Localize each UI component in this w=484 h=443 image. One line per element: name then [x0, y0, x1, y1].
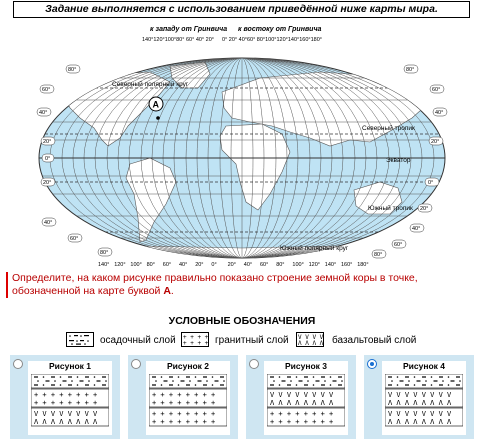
- basalt-pattern-row: Λ Λ Λ Λ Λ Λ Λ Λ: [34, 418, 98, 426]
- bottom-lon-label: 60°: [260, 262, 269, 268]
- bottom-lon-label: 160°: [341, 262, 353, 268]
- legend-sediment-label: осадочный слой: [100, 335, 176, 346]
- lat-label-80s-left: 80°: [100, 250, 109, 256]
- bottom-lon-label: 120°: [308, 262, 320, 268]
- figure-3-layers: [267, 374, 345, 432]
- figure-1-layers: [31, 374, 109, 432]
- bottom-lon-label: 60°: [162, 262, 172, 268]
- bottom-lon-label: 180°: [357, 262, 369, 268]
- figure-2-layers: [149, 374, 227, 432]
- arctic-circle-label: Северный полярный круг: [112, 81, 189, 88]
- lat-label-80n-right: 80°: [406, 67, 415, 73]
- basalt-pattern-row: Λ Λ Λ Λ Λ Λ Λ Λ: [388, 399, 452, 407]
- bottom-lon-label: 20°: [195, 262, 204, 268]
- point-a-dot: [156, 116, 160, 120]
- basalt-pattern-row: V V V V V V V V: [34, 410, 98, 418]
- figure-3-caption: Рисунок 3: [284, 361, 328, 371]
- lat-label-60s-left: 60°: [70, 236, 79, 242]
- question-end: .: [170, 285, 174, 297]
- question-body: Определите, на каком рисунке правильно показано строение земной коры в точке, обозначенной на карте буквой: [12, 272, 418, 297]
- bottom-lon-label: 100°: [292, 262, 304, 268]
- granite-pattern-row: + + + + + + + +: [34, 399, 98, 407]
- svg-text:V V V V: V V V V: [298, 334, 323, 341]
- lat-label-0-right: 0°: [428, 180, 434, 186]
- granite-swatch: [181, 332, 209, 347]
- top-lon-east: 0° 20° 40°60° 80°100°120°140°160°180°: [222, 37, 322, 43]
- figure-1: [28, 361, 112, 435]
- sediment-swatch: [66, 332, 94, 347]
- granite-pattern-row: + + + + + + + +: [34, 391, 98, 399]
- figure-1-caption: Рисунок 1: [48, 361, 92, 371]
- question-letter: А: [163, 285, 171, 297]
- legend-granite-label: гранитный слой: [215, 335, 289, 346]
- legend-basalt-label: базальтовый слой: [332, 335, 417, 346]
- bottom-lon-label: 140°: [324, 262, 337, 268]
- granite-pattern-row: + + + + + + + +: [270, 410, 334, 418]
- legend: [0, 331, 484, 349]
- figure-4: [382, 361, 466, 435]
- figure-2: [146, 361, 230, 435]
- lat-label-80n-left: 80°: [68, 67, 77, 73]
- basalt-pattern-row: Λ Λ Λ Λ Λ Λ Λ Λ: [388, 418, 452, 426]
- radio-option-4[interactable]: [367, 359, 377, 369]
- question-text: [6, 272, 476, 298]
- lat-label-20s-right: 20°: [420, 206, 429, 212]
- radio-option-2[interactable]: [131, 359, 141, 369]
- basalt-pattern-row: Λ Λ Λ Λ Λ Λ Λ Λ: [270, 399, 334, 407]
- lat-label-80s-right: 80°: [374, 252, 383, 258]
- svg-text:+ + + +: + + + +: [183, 340, 208, 346]
- granite-pattern-row: + + + + + + + +: [270, 418, 334, 426]
- bottom-lon-label: 140°: [98, 262, 110, 268]
- lat-label-40n-right: 40°: [435, 110, 444, 116]
- granite-pattern-row: + + + + + + + +: [152, 391, 216, 399]
- bottom-lon-label: 120°: [114, 262, 126, 268]
- answer-card-3[interactable]: [246, 355, 356, 439]
- equator-label: Экватор: [386, 157, 411, 164]
- answer-options: [10, 355, 476, 441]
- answer-card-2[interactable]: [128, 355, 238, 439]
- lat-label-60n-right: 60°: [432, 87, 441, 93]
- tropic-north-label: Северный тропик: [362, 125, 415, 132]
- svg-text:Λ Λ Λ Λ: Λ Λ Λ Λ: [298, 340, 323, 346]
- granite-pattern-row: + + + + + + + +: [152, 410, 216, 418]
- radio-option-3[interactable]: [249, 359, 259, 369]
- answer-card-4[interactable]: [364, 355, 474, 439]
- task-header: Задание выполняется с использованием приведённой ниже карты мира.: [13, 1, 470, 18]
- figure-3: [264, 361, 348, 435]
- east-label: к востоку от Гринвича: [238, 26, 322, 33]
- figure-2-caption: Рисунок 2: [166, 361, 210, 371]
- bottom-lon-label: 100°: [130, 262, 142, 268]
- bottom-lon-label: 40°: [179, 262, 188, 268]
- basalt-pattern-row: V V V V V V V V: [388, 410, 452, 418]
- answer-card-1[interactable]: [10, 355, 120, 439]
- figure-4-caption: Рисунок 4: [402, 361, 446, 371]
- bottom-lon-label: 40°: [243, 262, 253, 268]
- lat-label-60n-left: 60°: [42, 87, 51, 93]
- svg-text:+ + + +: + + + +: [183, 334, 208, 341]
- lat-label-60s-right: 60°: [394, 242, 403, 248]
- basalt-pattern-row: V V V V V V V V: [270, 391, 334, 399]
- lat-label-40s-right: 40°: [412, 226, 421, 232]
- west-label: к западу от Гринвича: [150, 26, 228, 33]
- bottom-lon-label: 80°: [146, 262, 155, 268]
- figure-4-layers: [385, 374, 463, 432]
- top-lon-west: 140°120°100°80° 60° 40° 20°: [142, 37, 214, 43]
- basalt-swatch: [296, 332, 324, 347]
- point-a-label: А: [152, 99, 159, 110]
- bottom-lon-label: 80°: [276, 262, 285, 268]
- world-map: [0, 22, 484, 268]
- lat-label-20n-left: 20°: [43, 139, 52, 145]
- lat-label-20n-right: 20°: [431, 139, 440, 145]
- lat-label-40n-left: 40°: [39, 110, 48, 116]
- tropic-south-label: Южный тропик: [368, 205, 413, 212]
- granite-pattern-row: + + + + + + + +: [152, 399, 216, 407]
- antarctic-circle-label: Южный полярный круг: [280, 245, 349, 252]
- bottom-lon-label: 0°: [211, 262, 217, 268]
- lat-label-40s-left: 40°: [44, 220, 53, 226]
- radio-option-1[interactable]: [13, 359, 23, 369]
- basalt-pattern-row: V V V V V V V V: [388, 391, 452, 399]
- lat-label-20s-left: 20°: [43, 180, 52, 186]
- granite-pattern-row: + + + + + + + +: [152, 418, 216, 426]
- bottom-lon-label: 20°: [227, 262, 236, 268]
- legend-title: УСЛОВНЫЕ ОБОЗНАЧЕНИЯ: [168, 315, 316, 327]
- lat-label-0-left: 0°: [45, 156, 51, 162]
